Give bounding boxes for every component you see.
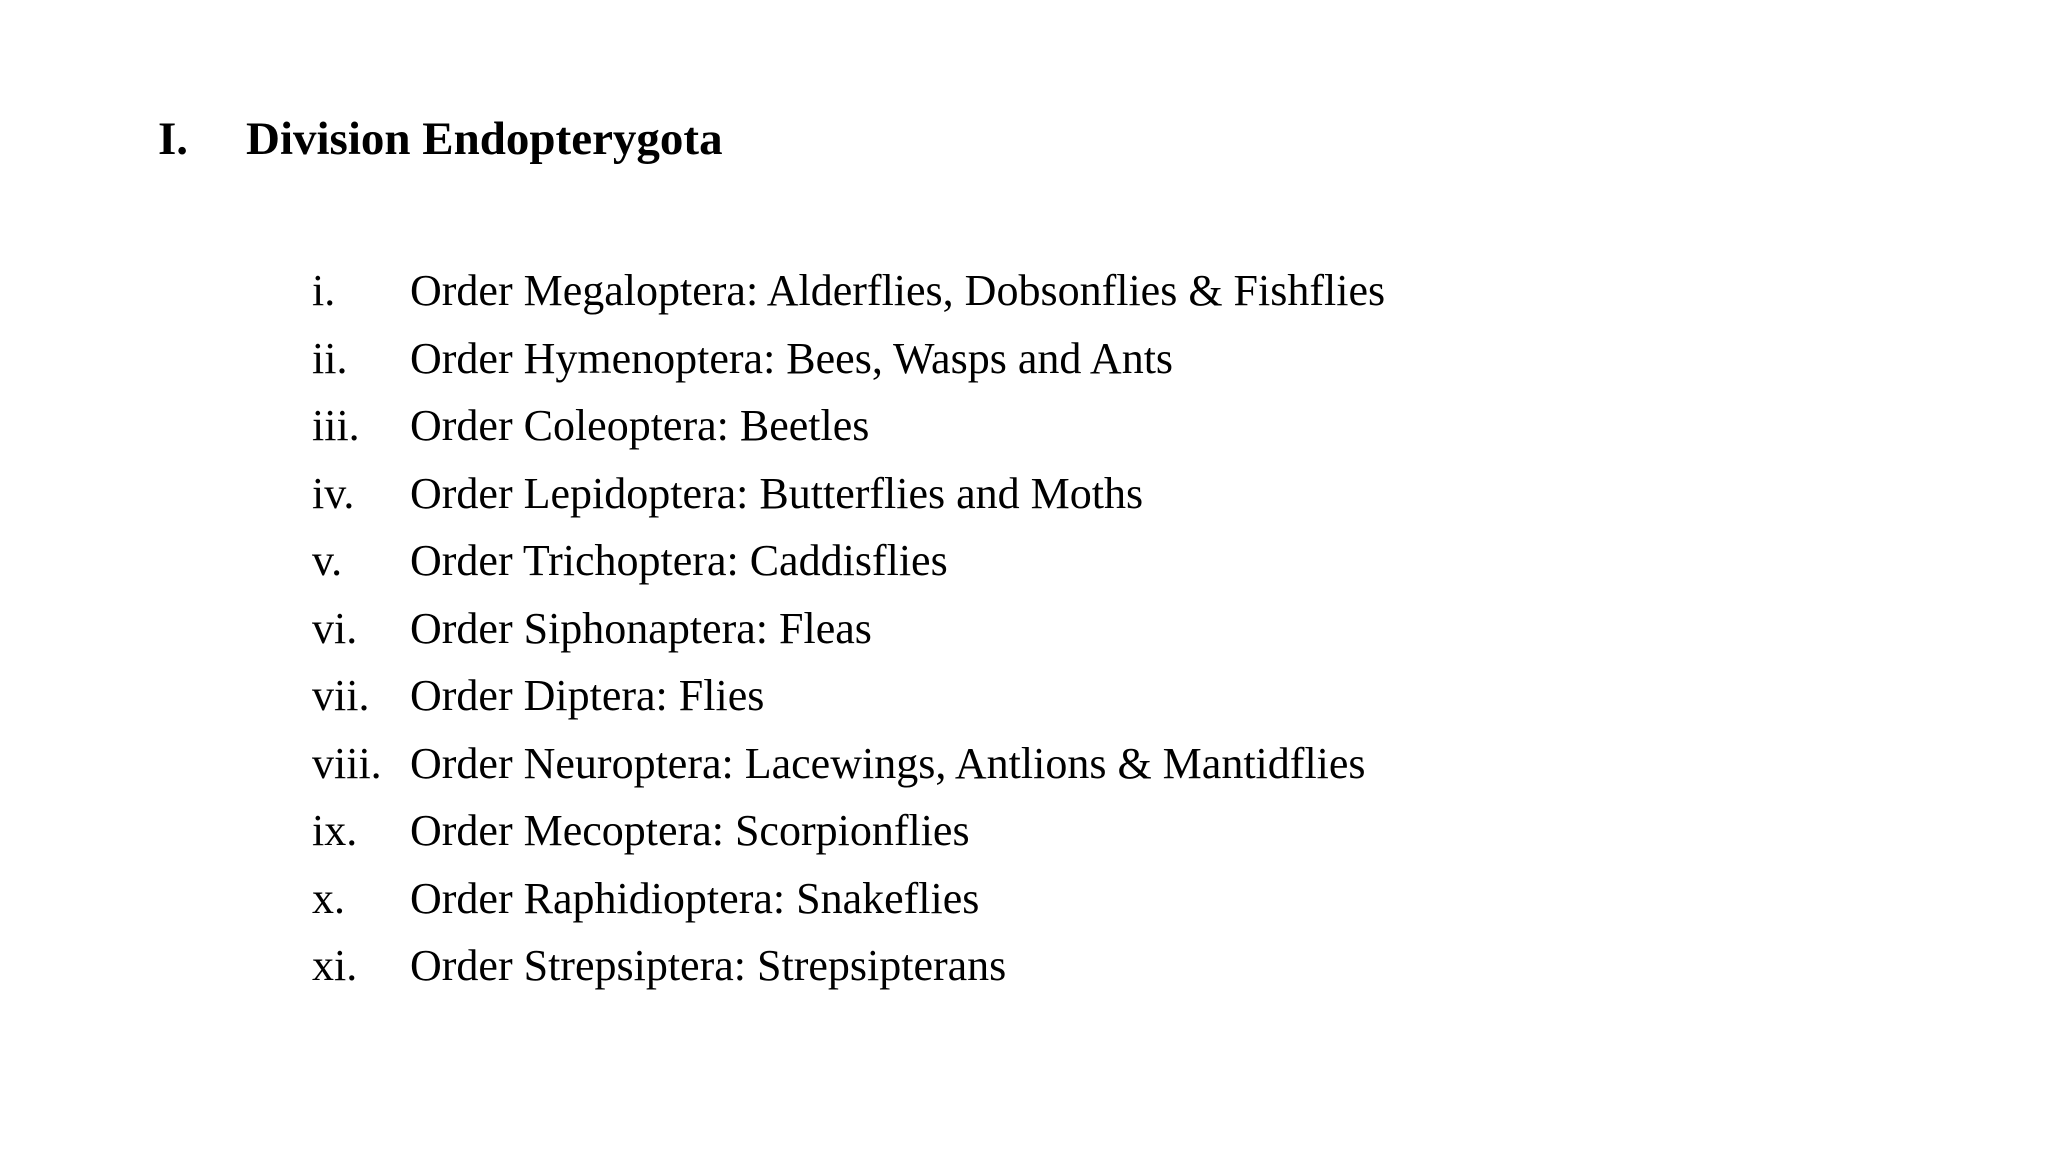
list-item — [312, 662, 1385, 730]
list-item — [312, 527, 1385, 595]
list-item — [312, 325, 1385, 393]
item-text: Order Strepsiptera: Strepsipterans — [410, 941, 1007, 991]
item-text: Order Neuroptera: Lacewings, Antlions & Mantidflies — [410, 738, 1366, 788]
list-item — [312, 460, 1385, 528]
item-number: ix. — [312, 806, 358, 856]
item-text: Order Mecoptera: Scorpionflies — [410, 806, 970, 856]
item-text: Order Megaloptera: Alderflies, Dobsonflies & Fishflies — [410, 266, 1386, 316]
heading-title: Division Endopterygota — [246, 113, 723, 165]
item-text: Order Trichoptera: Caddisflies — [410, 536, 948, 586]
item-number: xi. — [312, 941, 358, 991]
item-number: vi. — [312, 603, 358, 653]
list-item — [312, 730, 1385, 798]
item-number: iv. — [312, 468, 355, 518]
item-text: Order Diptera: Flies — [410, 671, 765, 721]
item-text: Order Hymenoptera: Bees, Wasps and Ants — [410, 333, 1174, 383]
item-text: Order Coleoptera: Beetles — [410, 401, 870, 451]
item-text: Order Lepidoptera: Butterflies and Moths — [410, 468, 1144, 518]
item-number: v. — [312, 536, 343, 586]
list-item — [312, 932, 1385, 1000]
item-text: Order Siphonaptera: Fleas — [410, 603, 872, 653]
section-heading — [158, 107, 723, 171]
item-number: viii. — [312, 738, 382, 788]
list-item — [312, 392, 1385, 460]
item-text: Order Raphidioptera: Snakeflies — [410, 873, 980, 923]
list-item — [312, 865, 1385, 933]
item-number: vii. — [312, 671, 370, 721]
item-number: i. — [312, 266, 336, 316]
heading-number: I. — [158, 113, 189, 165]
item-number: iii. — [312, 401, 360, 451]
list-item — [312, 797, 1385, 865]
order-list — [312, 257, 1385, 1000]
list-item — [312, 257, 1385, 325]
item-number: ii. — [312, 333, 348, 383]
item-number: x. — [312, 873, 345, 923]
list-item — [312, 595, 1385, 663]
